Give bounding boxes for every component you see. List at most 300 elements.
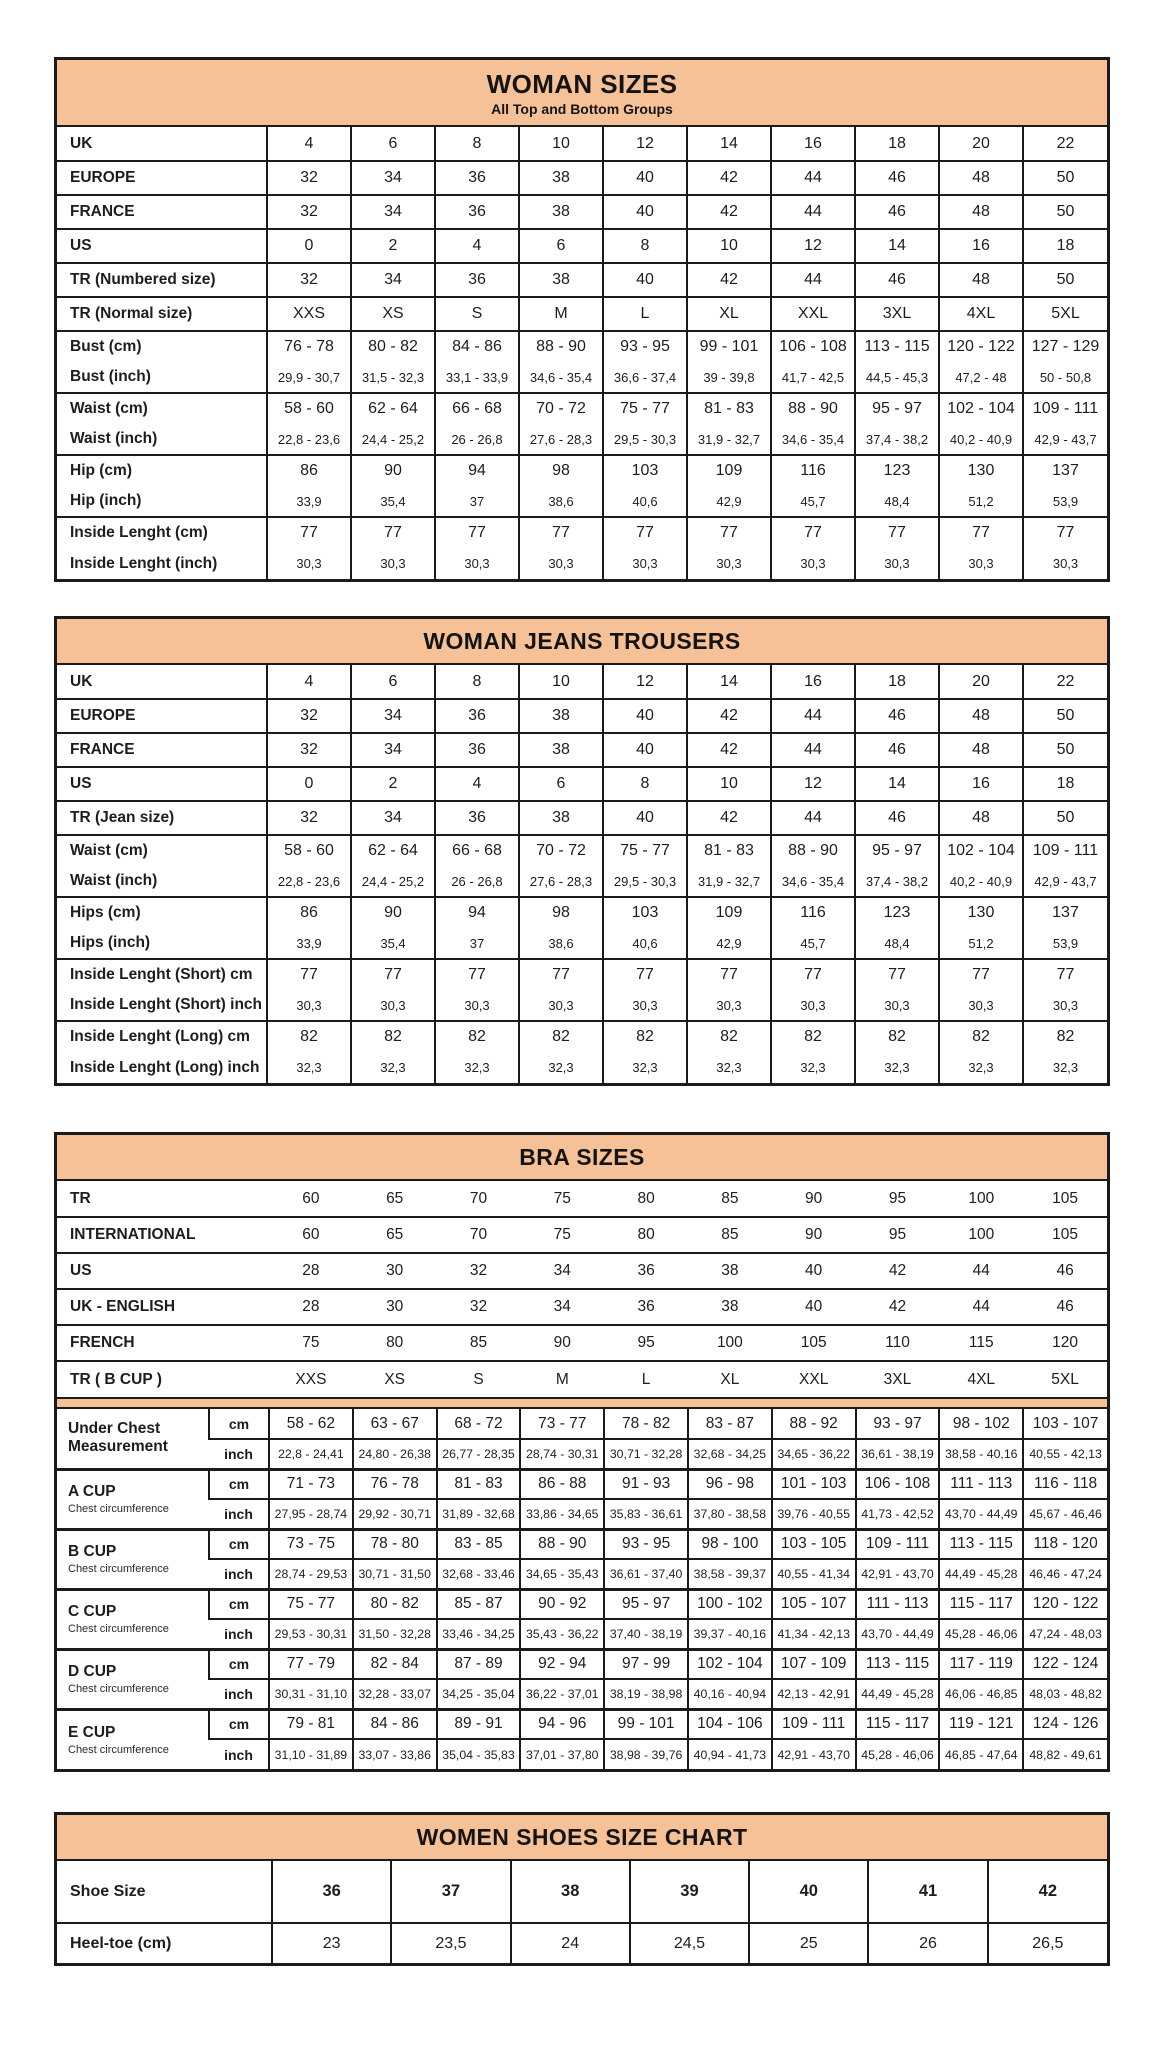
unit-label: cm xyxy=(209,1529,269,1559)
cell: 77 xyxy=(267,959,351,990)
cell: 77 xyxy=(603,959,687,990)
cell: 23,5 xyxy=(391,1923,510,1963)
cell: 77 xyxy=(939,959,1023,990)
cell: 42 xyxy=(687,699,771,733)
cell: 34 xyxy=(351,263,435,297)
cell: 41,73 - 42,52 xyxy=(856,1499,940,1529)
cell: 42 xyxy=(988,1861,1107,1923)
cell: 42,91 - 43,70 xyxy=(772,1739,856,1769)
cell: 46 xyxy=(855,733,939,767)
cell: 130 xyxy=(939,455,1023,486)
cell: 0 xyxy=(267,229,351,263)
cell: 100 xyxy=(968,1189,995,1207)
cell: 87 - 89 xyxy=(437,1649,521,1679)
cell: 77 xyxy=(771,959,855,990)
row-group xyxy=(57,801,1107,835)
cell: 42 xyxy=(687,801,771,835)
cell: 0 xyxy=(267,767,351,801)
cell: 58 - 60 xyxy=(267,835,351,866)
cell: 4 xyxy=(435,229,519,263)
cell: 42 xyxy=(687,733,771,767)
cell: 44 xyxy=(771,195,855,229)
cell: 37,01 - 37,80 xyxy=(520,1739,604,1769)
cell: 46 xyxy=(855,161,939,195)
cell: 42,9 xyxy=(687,486,771,517)
cell: 33,9 xyxy=(267,486,351,517)
cell: 32,3 xyxy=(519,1052,603,1083)
cell: 48 xyxy=(939,733,1023,767)
cell: 70 - 72 xyxy=(519,835,603,866)
cup-group xyxy=(57,1649,1107,1709)
cell: 16 xyxy=(771,127,855,161)
cup-label xyxy=(57,1709,209,1769)
cell: 38,98 - 39,76 xyxy=(604,1739,688,1769)
shoes-size-body xyxy=(57,1861,1107,1963)
cell: 40 xyxy=(772,1289,856,1325)
cell: 51,2 xyxy=(939,486,1023,517)
table-title: BRA SIZES xyxy=(519,1144,645,1170)
cell: 77 xyxy=(603,517,687,548)
cell: 36 xyxy=(435,699,519,733)
cell: 30 xyxy=(353,1289,437,1325)
cell: 22,8 - 24,41 xyxy=(269,1439,353,1469)
unit-label: cm xyxy=(209,1649,269,1679)
row-group xyxy=(57,897,1107,959)
cell: 106 - 108 xyxy=(771,331,855,362)
cell: 60 xyxy=(302,1189,320,1207)
cell: 32 xyxy=(267,263,351,297)
cell: 36 xyxy=(435,195,519,229)
cell: 80 xyxy=(353,1325,437,1361)
cell: 12 xyxy=(771,229,855,263)
cell: 42,9 xyxy=(687,928,771,959)
cell: 83 - 85 xyxy=(437,1529,521,1559)
cell: 40,6 xyxy=(603,486,687,517)
cell: 109 - 111 xyxy=(1023,835,1107,866)
cell: 40,94 - 41,73 xyxy=(688,1739,772,1769)
cell: XXL xyxy=(771,297,855,331)
cell: 109 - 111 xyxy=(856,1529,940,1559)
cell: 137 xyxy=(1023,897,1107,928)
cell: 80 - 82 xyxy=(351,331,435,362)
row-label: US xyxy=(57,1253,269,1289)
jeans-trousers-table xyxy=(54,616,1110,1086)
cell: 24 xyxy=(511,1923,630,1963)
cell: 34 xyxy=(351,161,435,195)
cell: 48 xyxy=(939,801,1023,835)
table-row xyxy=(57,362,1107,393)
row-group xyxy=(57,699,1107,733)
table-row xyxy=(57,517,1107,548)
cell: 42,91 - 43,70 xyxy=(856,1559,940,1589)
cell: 35,4 xyxy=(351,486,435,517)
cell: 34,6 - 35,4 xyxy=(771,424,855,455)
cell: 27,6 - 28,3 xyxy=(519,424,603,455)
cell: 82 xyxy=(1023,1021,1107,1052)
table-subtitle: All Top and Bottom Groups xyxy=(491,101,673,117)
bra-sizes-header xyxy=(57,1135,1107,1181)
cell: 50 xyxy=(1023,801,1107,835)
cell: 44 xyxy=(771,699,855,733)
table-row xyxy=(57,195,1107,229)
cell: 65 xyxy=(386,1189,404,1207)
cell: 44 xyxy=(771,161,855,195)
cell: 53,9 xyxy=(1023,928,1107,959)
row-group xyxy=(57,767,1107,801)
cell: 29,5 - 30,3 xyxy=(603,424,687,455)
table-row xyxy=(57,1923,1107,1963)
cell: 5XL xyxy=(1023,297,1107,331)
row-label: Inside Lenght (Long) inch xyxy=(70,1058,260,1076)
cell: 26 xyxy=(868,1923,987,1963)
cell: 44,5 - 45,3 xyxy=(855,362,939,393)
cell: 40,55 - 42,13 xyxy=(1023,1439,1107,1469)
cell: 90 xyxy=(351,897,435,928)
table-row xyxy=(57,1679,1107,1709)
cell: 48,4 xyxy=(855,486,939,517)
cell: 38 xyxy=(519,699,603,733)
row-label: Waist (cm) xyxy=(57,393,267,424)
cell: 40 xyxy=(603,733,687,767)
cell: 39 - 39,8 xyxy=(687,362,771,393)
cell: 50 - 50,8 xyxy=(1023,362,1107,393)
cell: 18 xyxy=(855,127,939,161)
cell: 46 xyxy=(855,195,939,229)
cell: 10 xyxy=(519,127,603,161)
cell: 120 xyxy=(1023,1325,1107,1361)
row-label: TR (Jean size) xyxy=(57,801,267,835)
cell: 8 xyxy=(435,665,519,699)
cell: 30,3 xyxy=(267,548,351,579)
cell: 30,3 xyxy=(855,548,939,579)
cell: 44 xyxy=(939,1253,1023,1289)
cell: 30,3 xyxy=(855,990,939,1021)
row-group xyxy=(57,1923,1107,1963)
cell: 30,3 xyxy=(519,548,603,579)
cell: 37 xyxy=(435,928,519,959)
bra-cup-measurements-body xyxy=(57,1409,1107,1769)
unit-label: inch xyxy=(209,1739,269,1769)
cell: 30,3 xyxy=(939,990,1023,1021)
shoes-size-table xyxy=(54,1812,1110,1966)
cell: 79 - 81 xyxy=(269,1709,353,1739)
cell: 93 - 95 xyxy=(603,331,687,362)
jeans-trousers-header xyxy=(57,619,1107,665)
cell: 48 xyxy=(939,263,1023,297)
shoes-grid xyxy=(57,1861,1107,1963)
cell: 86 - 88 xyxy=(520,1469,604,1499)
cell: 29,5 - 30,3 xyxy=(603,866,687,897)
row-label: US xyxy=(57,767,267,801)
cell: 44 xyxy=(771,801,855,835)
cell: 36,22 - 37,01 xyxy=(520,1679,604,1709)
cell: 48,4 xyxy=(855,928,939,959)
cell: 84 - 86 xyxy=(353,1709,437,1739)
row-label: TR (Numbered size) xyxy=(57,263,267,297)
cell: 111 - 113 xyxy=(939,1469,1023,1499)
cell: 30,3 xyxy=(435,990,519,1021)
cell: 104 - 106 xyxy=(688,1709,772,1739)
cell: 50 xyxy=(1023,263,1107,297)
cell: 30,3 xyxy=(1023,990,1107,1021)
cell: 46 xyxy=(1023,1289,1107,1325)
jeans-grid xyxy=(57,665,1107,1083)
cell: 81 - 83 xyxy=(437,1469,521,1499)
cell: 36 xyxy=(435,733,519,767)
cell: 77 xyxy=(1023,517,1107,548)
row-label: Waist (inch) xyxy=(70,872,158,889)
table-row xyxy=(57,1499,1107,1529)
row-group xyxy=(57,1861,1107,1923)
cell: M xyxy=(519,297,603,331)
cell: 44,49 - 45,28 xyxy=(856,1679,940,1709)
table-row xyxy=(57,767,1107,801)
row-group xyxy=(57,297,1107,331)
cell: 50 xyxy=(1023,161,1107,195)
row-label: Heel-toe (cm) xyxy=(57,1923,272,1963)
row-label: TR ( B CUP ) xyxy=(57,1361,269,1397)
cell: 103 - 105 xyxy=(772,1529,856,1559)
cell: 77 xyxy=(687,959,771,990)
cell: 38 xyxy=(519,263,603,297)
row-label: Hips (inch) xyxy=(70,934,151,951)
table-row xyxy=(57,263,1107,297)
cell: 34,6 - 35,4 xyxy=(519,362,603,393)
table-row xyxy=(57,1181,1107,1217)
cell: 24,5 xyxy=(630,1923,749,1963)
cell: 28 xyxy=(269,1289,353,1325)
cell: 83 - 87 xyxy=(688,1409,772,1439)
cup-label xyxy=(57,1649,209,1709)
cup-group xyxy=(57,1589,1107,1649)
cell: 124 - 126 xyxy=(1023,1709,1107,1739)
cell: 32 xyxy=(267,161,351,195)
cell: 18 xyxy=(1023,229,1107,263)
cell: 40 xyxy=(749,1861,868,1923)
table-row xyxy=(57,1861,1107,1923)
jeans-trousers-body xyxy=(57,665,1107,1083)
cell: 82 xyxy=(267,1021,351,1052)
cell: 77 xyxy=(855,517,939,548)
cup-name: B CUP xyxy=(68,1543,117,1561)
cell: 37,4 - 38,2 xyxy=(855,866,939,897)
row-group xyxy=(57,1021,1107,1083)
cup-name: C CUP xyxy=(68,1603,117,1621)
cell: 24,80 - 26,38 xyxy=(353,1439,437,1469)
table-row xyxy=(57,393,1107,424)
cell: 44 xyxy=(771,733,855,767)
cell: 82 xyxy=(855,1021,939,1052)
cell: 22,8 - 23,6 xyxy=(267,866,351,897)
row-label: US xyxy=(57,229,267,263)
cell: XL xyxy=(688,1361,772,1397)
cell: 4 xyxy=(435,767,519,801)
cell: 26,77 - 28,35 xyxy=(437,1439,521,1469)
cell: 71 - 73 xyxy=(269,1469,353,1499)
cell: 110 xyxy=(856,1325,940,1361)
cell: 31,50 - 32,28 xyxy=(353,1619,437,1649)
cell: 40,6 xyxy=(603,928,687,959)
table-row xyxy=(57,486,1107,517)
cell: 76 - 78 xyxy=(267,331,351,362)
cell: 34,6 - 35,4 xyxy=(771,866,855,897)
cell: 38,58 - 40,16 xyxy=(939,1439,1023,1469)
row-group xyxy=(57,1181,1107,1397)
table-row xyxy=(57,699,1107,733)
cell: 34,25 - 35,04 xyxy=(437,1679,521,1709)
cell: 35,4 xyxy=(351,928,435,959)
cell: 75 xyxy=(553,1189,571,1207)
cell: L xyxy=(603,297,687,331)
cell: XXS xyxy=(269,1361,353,1397)
cell: 14 xyxy=(855,229,939,263)
row-label: Hip (cm) xyxy=(57,455,267,486)
cell: 36 xyxy=(272,1861,391,1923)
unit-label: inch xyxy=(209,1559,269,1589)
table-row xyxy=(57,1619,1107,1649)
cell: 30,3 xyxy=(771,990,855,1021)
cell: 75 xyxy=(269,1325,353,1361)
cell: 32 xyxy=(267,733,351,767)
row-label: EUROPE xyxy=(57,161,267,195)
cell: 14 xyxy=(687,665,771,699)
cell: 31,9 - 32,7 xyxy=(687,866,771,897)
cell: 103 xyxy=(603,455,687,486)
cup-label xyxy=(57,1589,209,1649)
cell: 82 xyxy=(939,1021,1023,1052)
cell: 123 xyxy=(855,455,939,486)
row-group xyxy=(57,229,1107,263)
cell: 6 xyxy=(519,767,603,801)
cell: 20 xyxy=(939,127,1023,161)
cell: 30,3 xyxy=(351,548,435,579)
table-row xyxy=(57,1253,1107,1289)
cell: 16 xyxy=(939,229,1023,263)
cell: 46 xyxy=(855,699,939,733)
row-label: Inside Lenght (Long) cm xyxy=(57,1021,267,1052)
unit-label: cm xyxy=(209,1409,269,1439)
cup-sublabel: Chest circumference xyxy=(68,1682,169,1695)
cell: 95 - 97 xyxy=(855,393,939,424)
cell: 3XL xyxy=(855,297,939,331)
cell: 25 xyxy=(749,1923,868,1963)
cell: 33,1 - 33,9 xyxy=(435,362,519,393)
unit-label: inch xyxy=(209,1439,269,1469)
cell: XS xyxy=(351,297,435,331)
cup-label xyxy=(57,1469,209,1529)
cell: 16 xyxy=(771,665,855,699)
cell: XXS xyxy=(267,297,351,331)
cell: 8 xyxy=(603,229,687,263)
row-label: UK xyxy=(70,134,93,152)
cell: 101 - 103 xyxy=(772,1469,856,1499)
cell: 105 xyxy=(772,1325,856,1361)
cup-name: E CUP xyxy=(68,1723,116,1741)
cell: 32 xyxy=(267,195,351,229)
cell: 95 xyxy=(604,1325,688,1361)
cell: 40 xyxy=(603,801,687,835)
cell: 48,03 - 48,82 xyxy=(1023,1679,1107,1709)
cell: L xyxy=(604,1361,688,1397)
table-row xyxy=(57,733,1107,767)
row-label: UK - ENGLISH xyxy=(57,1289,269,1325)
table-row xyxy=(57,1021,1107,1052)
cell: 30,3 xyxy=(435,548,519,579)
cell: 28 xyxy=(269,1253,353,1289)
cell: 47,24 - 48,03 xyxy=(1023,1619,1107,1649)
cell: 106 - 108 xyxy=(856,1469,940,1499)
cell: 32,3 xyxy=(687,1052,771,1083)
cell: 120 - 122 xyxy=(939,331,1023,362)
cell: 105 - 107 xyxy=(772,1589,856,1619)
row-label: UK xyxy=(70,672,93,690)
unit-label: inch xyxy=(209,1499,269,1529)
cell: 70 xyxy=(469,1189,488,1207)
cell: 120 - 122 xyxy=(1023,1589,1107,1619)
cell: 100 - 102 xyxy=(688,1589,772,1619)
cell: 90 xyxy=(772,1217,856,1253)
cell: 24,4 - 25,2 xyxy=(351,424,435,455)
table-row xyxy=(57,959,1107,990)
cell: 39,76 - 40,55 xyxy=(772,1499,856,1529)
cell: 46 xyxy=(1023,1253,1107,1289)
table-row xyxy=(57,928,1107,959)
cell: 95 - 97 xyxy=(604,1589,688,1619)
cell: 30,3 xyxy=(603,990,687,1021)
cell: 90 xyxy=(351,455,435,486)
cell: 113 - 115 xyxy=(939,1529,1023,1559)
cell: 32,3 xyxy=(435,1052,519,1083)
bra-sizes-top-body xyxy=(57,1181,1107,1397)
cell: 86 xyxy=(267,897,351,928)
unit-label: inch xyxy=(209,1619,269,1649)
cell: 103 - 107 xyxy=(1023,1409,1107,1439)
cell: 95 - 97 xyxy=(855,835,939,866)
cell: 137 xyxy=(1023,455,1107,486)
cell: 93 - 95 xyxy=(604,1529,688,1559)
cell: 51,2 xyxy=(939,928,1023,959)
row-group xyxy=(57,665,1107,699)
cell: 4XL xyxy=(939,1361,1023,1397)
cell: 94 xyxy=(435,897,519,928)
table-row xyxy=(57,1559,1107,1589)
cell: 82 xyxy=(771,1021,855,1052)
cell: 38,19 - 38,98 xyxy=(604,1679,688,1709)
cell: 42,13 - 42,91 xyxy=(772,1679,856,1709)
cell: 88 - 90 xyxy=(520,1529,604,1559)
cell: 37 xyxy=(391,1861,510,1923)
cup-sublabel: Chest circumference xyxy=(68,1562,169,1575)
cell: 32,3 xyxy=(603,1052,687,1083)
cell: 2 xyxy=(351,767,435,801)
cell: 97 - 99 xyxy=(604,1649,688,1679)
cell: 48 xyxy=(939,161,1023,195)
table-row xyxy=(57,1325,1107,1361)
cell: 16 xyxy=(939,767,1023,801)
table-row xyxy=(57,1589,1107,1619)
cell: 111 - 113 xyxy=(856,1589,940,1619)
cell: 34,65 - 35,43 xyxy=(520,1559,604,1589)
cell: 40 xyxy=(603,699,687,733)
cell: 46 xyxy=(855,263,939,297)
cell: 32 xyxy=(437,1253,521,1289)
cell: 90 xyxy=(520,1325,604,1361)
cup-label xyxy=(57,1409,209,1469)
table-row xyxy=(57,1409,1107,1439)
cell: 98 xyxy=(519,455,603,486)
cell: 40,2 - 40,9 xyxy=(939,424,1023,455)
cell: 113 - 115 xyxy=(855,331,939,362)
